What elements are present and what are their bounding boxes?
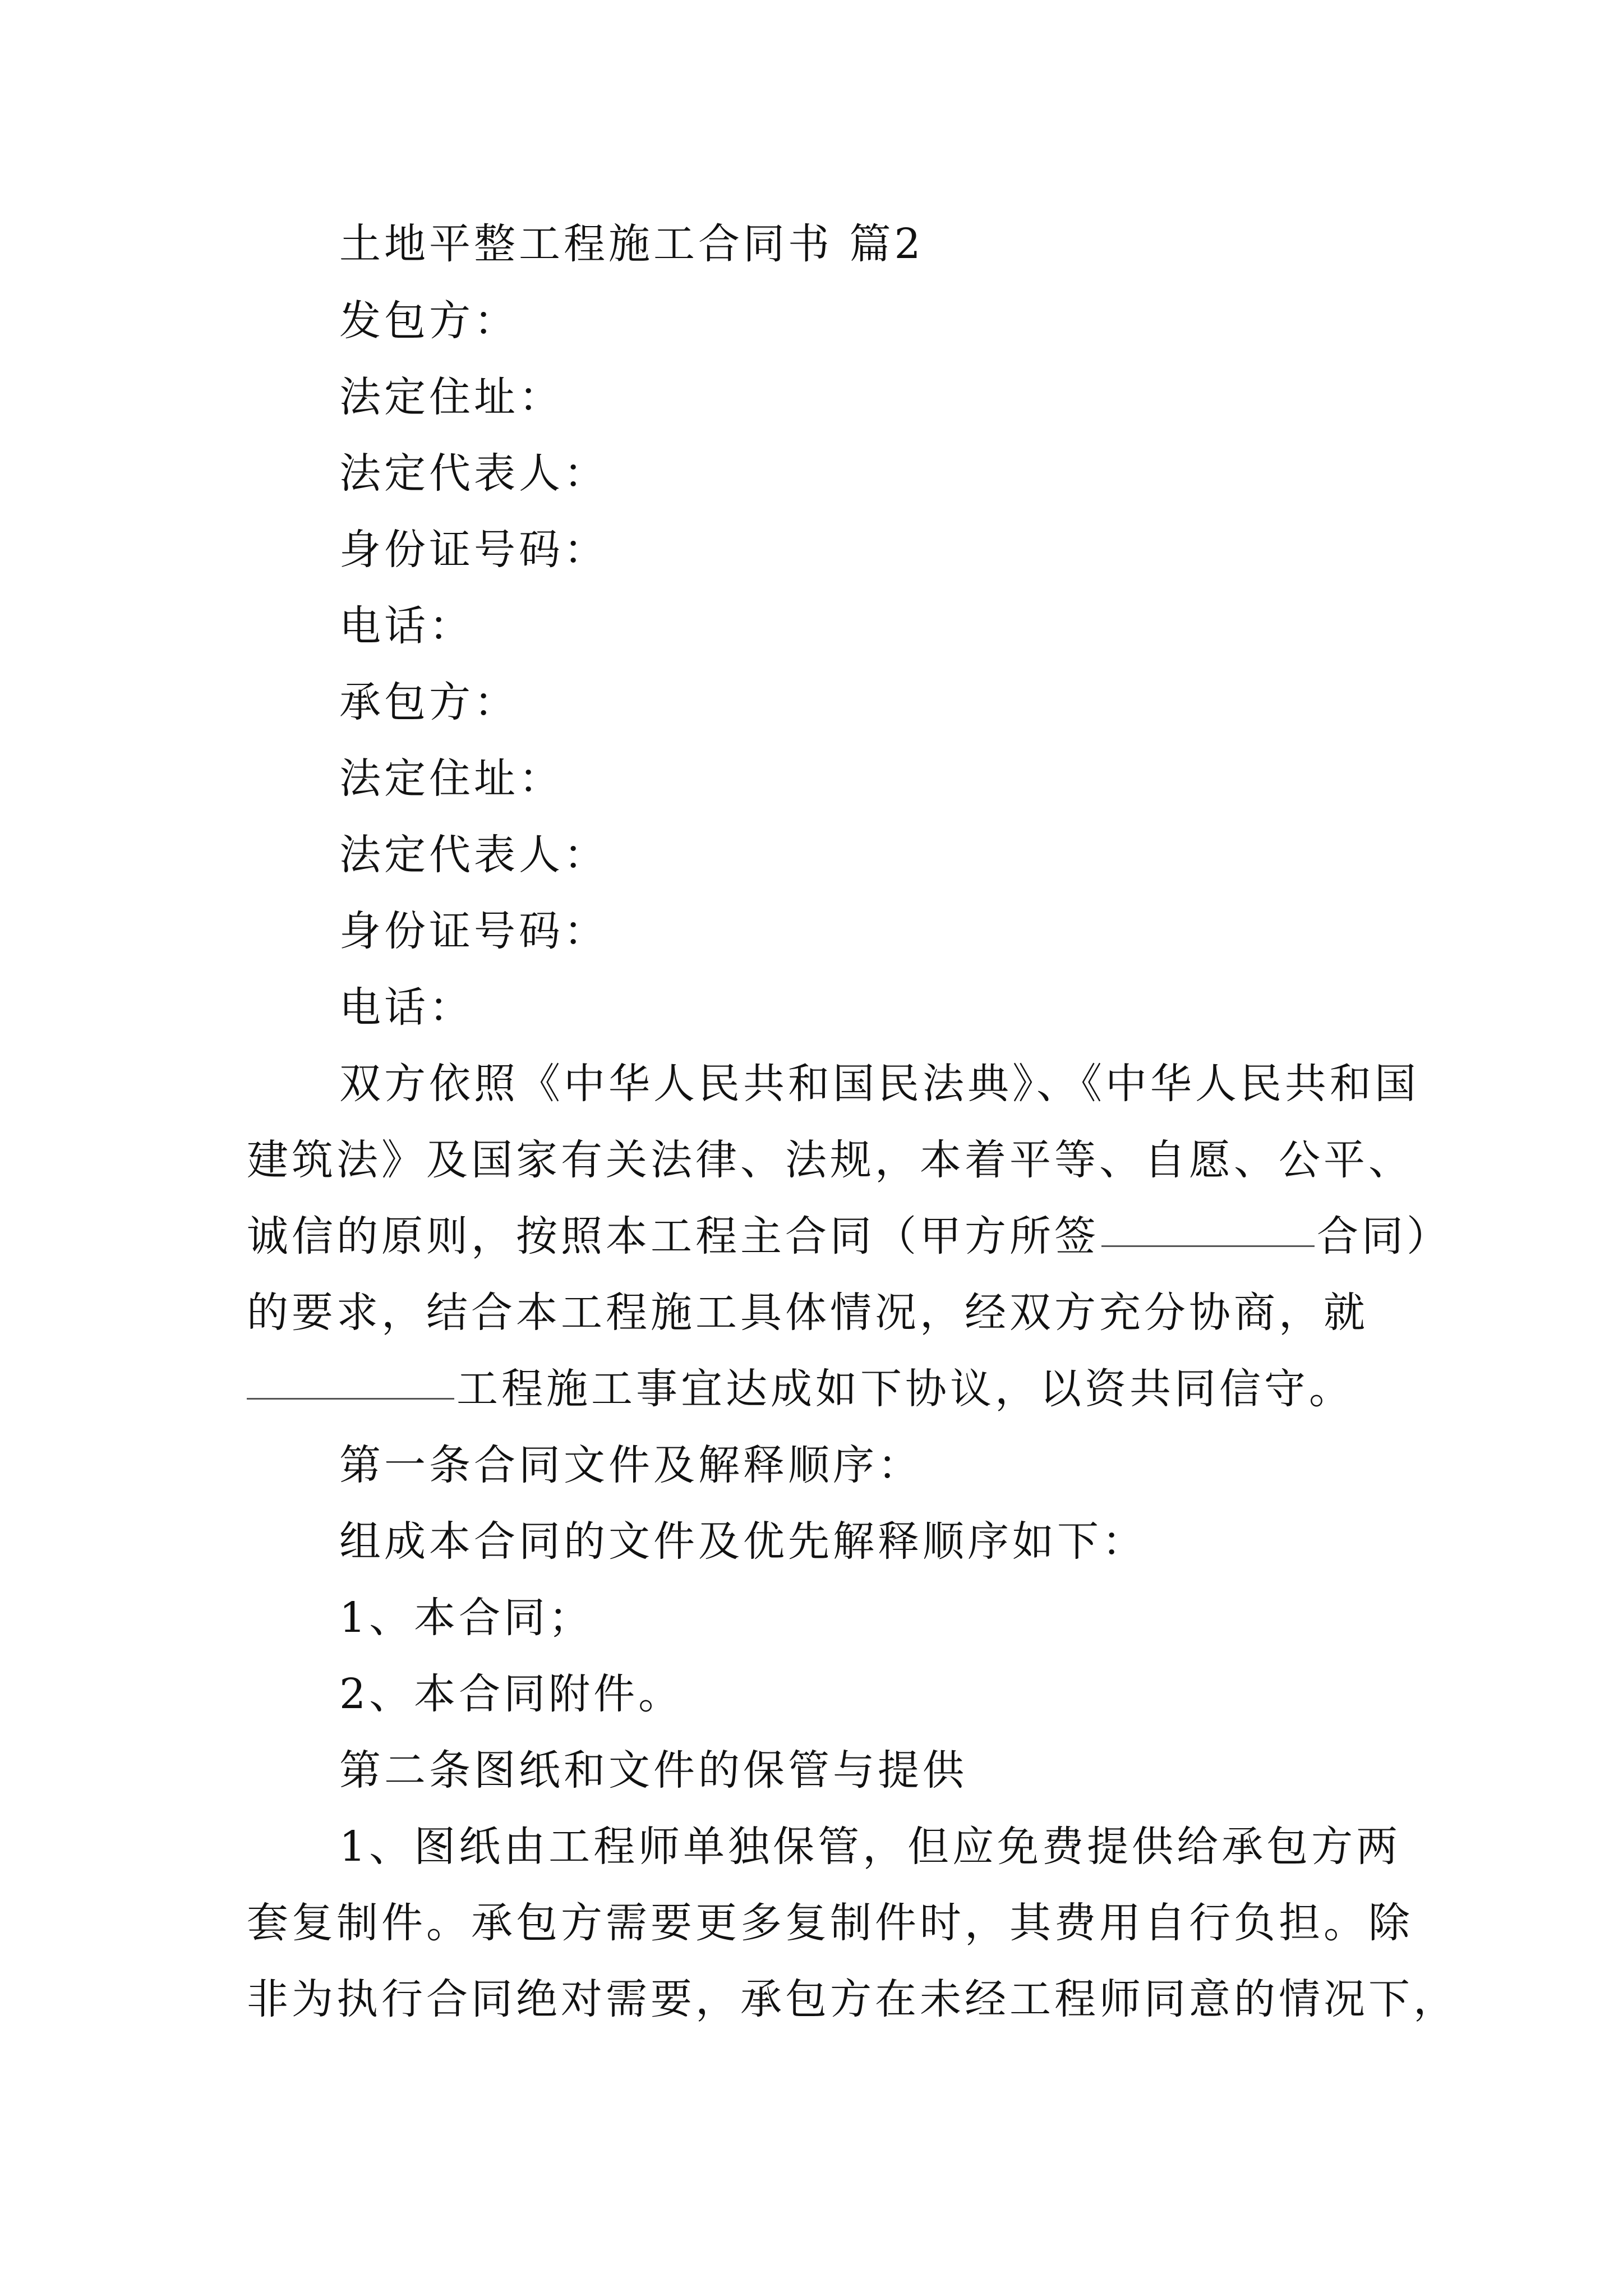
preamble-line-4: 的要求，结合本工程施工具体情况，经双方充分协商，就 xyxy=(247,1289,1368,1337)
article-1-heading: 第一条合同文件及解释顺序： xyxy=(339,1441,923,1489)
party-a-heading: 发包方： xyxy=(339,297,519,345)
preamble-line-3-tail: 合同） xyxy=(1317,1212,1451,1260)
article-2-para-1-line-2: 套复制件。承包方需要更多复制件时，其费用自行负担。除 xyxy=(247,1899,1413,1947)
article-1-item-2: 2、本合同附件。 xyxy=(339,1670,684,1718)
article-2-para-1-line-3: 非为执行合同绝对需要，承包方在未经工程师同意的情况下， xyxy=(247,1975,1458,2023)
party-b-heading: 承包方： xyxy=(339,678,519,726)
party-a-representative: 法定代表人： xyxy=(339,449,608,498)
preamble-line-1: 双方依照《中华人民共和国民法典》、《中华人民共和国 xyxy=(339,1060,1419,1108)
article-1-intro: 组成本合同的文件及优先解释顺序如下： xyxy=(339,1517,1147,1566)
preamble-line-3-text: 诚信的原则，按照本工程主合同（甲方所签 xyxy=(247,1212,1099,1260)
party-a-id-number: 身份证号码： xyxy=(339,526,608,574)
preamble-line-5 xyxy=(247,1361,1354,1417)
article-1-item-1: 1、本合同； xyxy=(339,1594,594,1642)
preamble-line-2: 建筑法》及国家有关法律、法规，本着平等、自愿、公平、 xyxy=(247,1136,1413,1184)
article-2-heading: 第二条图纸和文件的保管与提供 xyxy=(339,1746,967,1795)
preamble-line-5-text: 工程施工事宜达成如下协议，以资共同信守。 xyxy=(457,1365,1354,1413)
article-2-para-1-line-1: 1、图纸由工程师单独保管，但应免费提供给承包方两 xyxy=(339,1823,1401,1871)
project-name-blank xyxy=(247,1361,454,1400)
party-b-id-number: 身份证号码： xyxy=(339,907,608,955)
document-title: 土地平整工程施工合同书 篇2 xyxy=(339,220,924,268)
party-b-address: 法定住址： xyxy=(339,754,564,803)
preamble-line-3 xyxy=(247,1208,1451,1264)
party-b-phone: 电话： xyxy=(339,983,474,1032)
contract-name-blank xyxy=(1101,1208,1315,1247)
party-b-representative: 法定代表人： xyxy=(339,831,608,879)
party-a-phone: 电话： xyxy=(339,602,474,650)
party-a-address: 法定住址： xyxy=(339,373,564,421)
